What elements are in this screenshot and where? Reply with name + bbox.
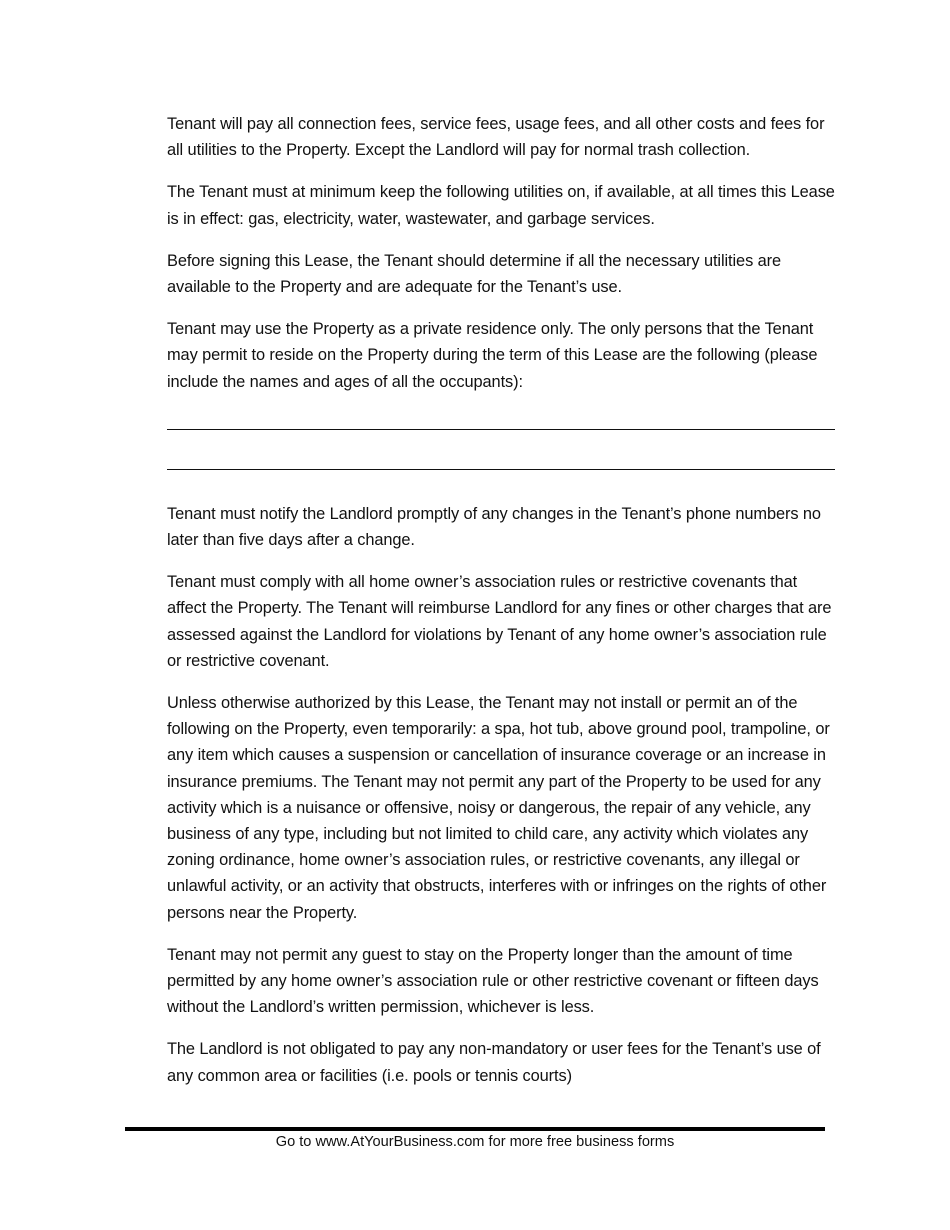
occupants-fill-line-1 — [167, 429, 835, 430]
paragraph-guests: Tenant may not permit any guest to stay on the Property longer than the amount of time permitted by any home owner’s association rule or other restrictive covenant or fifteen days without the Landlord’s written permission, whichever is less. — [167, 945, 819, 1017]
paragraph-utilities-fees: Tenant will pay all connection fees, service fees, usage fees, and all other costs and fees for all utilities to the Property. Except the Landlord will pay for normal trash collection. — [167, 115, 825, 160]
paragraph-prohibited-uses: Unless otherwise authorized by this Lease, the Tenant may not install or permit an of the following on the Property, even temporarily: a spa, hot tub, above ground pool, trampoline, or any item which causes a suspension or cancellation of insurance coverage or an increase in insurance premiums. The Tenant may not permit any part of the Property to be used for any activity which is a nuisance or offensive, noisy or dangerous, the repair of any vehicle, any business of any type, including but not limited to child care, any activity which violates any zoning ordinance, home owner’s association rules, or restrictive covenants, any illegal or unlawful activity, or an activity that obstructs, interferes with or infringes on the rights of other persons near the Property. — [167, 694, 830, 922]
paragraph-common-area-fees: The Landlord is not obligated to pay any non-mandatory or user fees for the Tenant’s use of any common area or facilities (i.e. pools or tennis courts) — [167, 1040, 821, 1085]
paragraph-hoa-rules: Tenant must comply with all home owner’s association rules or restrictive covenants that affect the Property. The Tenant will reimburse Landlord for any fines or other charges that are assessed against the Landlord for violations by Tenant of any home owner’s association rule or restrictive covenant. — [167, 573, 832, 670]
document-body — [167, 111, 839, 1105]
footer-text: Go to www.AtYourBusiness.com for more free business forms — [275, 1134, 675, 1150]
occupants-fill-line-2 — [167, 469, 835, 470]
paragraph-phone-notify: Tenant must notify the Landlord promptly of any changes in the Tenant’s phone numbers no later than five days after a change. — [167, 504, 821, 550]
paragraph-occupants: Tenant may use the Property as a private residence only. The only persons that the Tenant may permit to reside on the Property during the term of this Lease are the following (please include the names and ages of all the occupants): — [167, 320, 818, 391]
paragraph-utilities-required: The Tenant must at minimum keep the following utilities on, if available, at all times this Lease is in effect: gas, electricity, water, wastewater, and garbage services. — [167, 183, 835, 228]
footer-divider — [125, 1127, 825, 1131]
paragraph-utilities-availability: Before signing this Lease, the Tenant should determine if all the necessary utilities are available to the Property and are adequate for the Tenant’s use. — [167, 251, 782, 297]
